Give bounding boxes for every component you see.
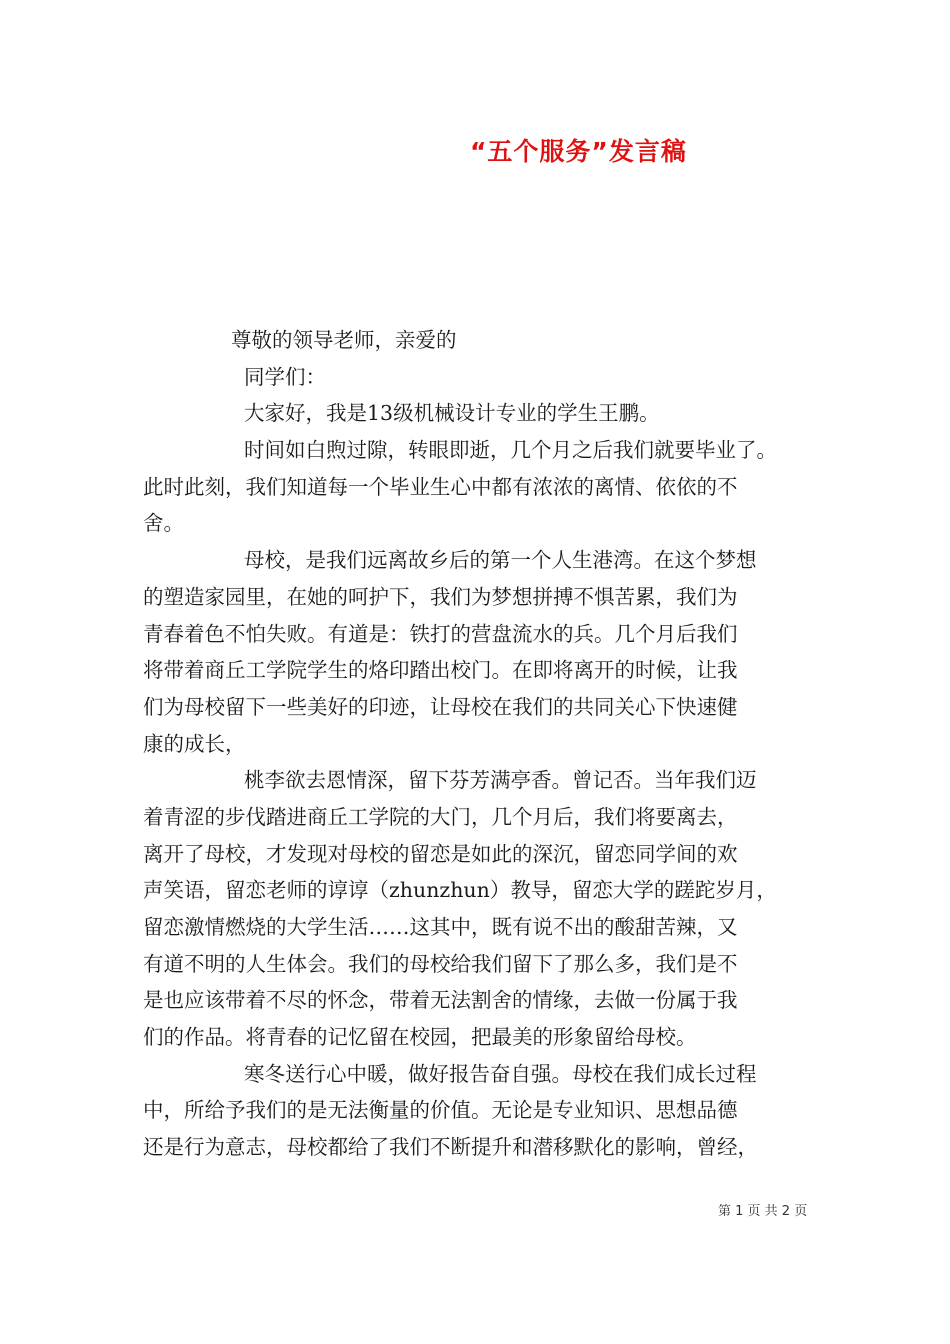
text-line: 寒冬送行心中暖，做好报告奋自强。母校在我们成长过程: [244, 1061, 757, 1086]
text-line: 母校，是我们远离故乡后的第一个人生港湾。在这个梦想: [244, 548, 757, 573]
text-line: 离开了母校，才发现对母校的留恋是如此的深沉，留恋同学间的欢: [143, 841, 738, 866]
page-number-footer: 第 1 页 共 2 页: [718, 1204, 808, 1219]
text-line: 的塑造家园里，在她的呵护下，我们为梦想拼搏不惧苦累，我们为: [143, 584, 738, 609]
text-line: 大家好，我是13级机械设计专业的学生王鹏。: [244, 401, 660, 426]
text-line: 此时此刻，我们知道每一个毕业生心中都有浓浓的离情、依依的不: [143, 474, 738, 499]
text-line: 是也应该带着不尽的怀念，带着无法割舍的情缘，去做一份属于我: [143, 988, 738, 1013]
text-line: 青春着色不怕失败。有道是：铁打的营盘流水的兵。几个月后我们: [143, 621, 738, 646]
text-line: 还是行为意志，母校都给了我们不断提升和潜移默化的影响，曾经，: [143, 1135, 758, 1160]
text-line: 们为母校留下一些美好的印迹，让母校在我们的共同关心下快速健: [143, 694, 738, 719]
text-line: 将带着商丘工学院学生的烙印踏出校门。在即将离开的时候，让我: [143, 658, 738, 683]
document-body: [143, 322, 833, 1166]
text-line: 时间如白煦过隙，转眼即逝，几个月之后我们就要毕业了。: [244, 438, 777, 463]
text-line: 声笑语，留恋老师的谆谆（zhunzhun）教导，留恋大学的蹉跎岁月，: [143, 878, 777, 903]
text-line: 康的成长，: [143, 731, 246, 756]
text-line: 们的作品。将青春的记忆留在校园，把最美的形象留给母校。: [143, 1025, 697, 1050]
text-line: 尊敬的领导老师，亲爱的: [231, 328, 457, 352]
text-line: 桃李欲去恩情深，留下芬芳满亭香。曾记否。当年我们迈: [244, 768, 757, 793]
text-line: 中，所给予我们的是无法衡量的价值。无论是专业知识、思想品德: [143, 1098, 738, 1123]
text-line: 留恋激情燃烧的大学生活……这其中，既有说不出的酸甜苦辣，又: [143, 915, 738, 939]
text-line: 有道不明的人生体会。我们的母校给我们留下了那么多，我们是不: [143, 951, 738, 976]
text-line: 着青涩的步伐踏进商丘工学院的大门，几个月后，我们将要离去，: [143, 804, 738, 829]
document-title: “五个服务”发言稿: [470, 137, 687, 166]
text-line: 同学们：: [244, 364, 326, 389]
text-line: 舍。: [143, 511, 184, 536]
